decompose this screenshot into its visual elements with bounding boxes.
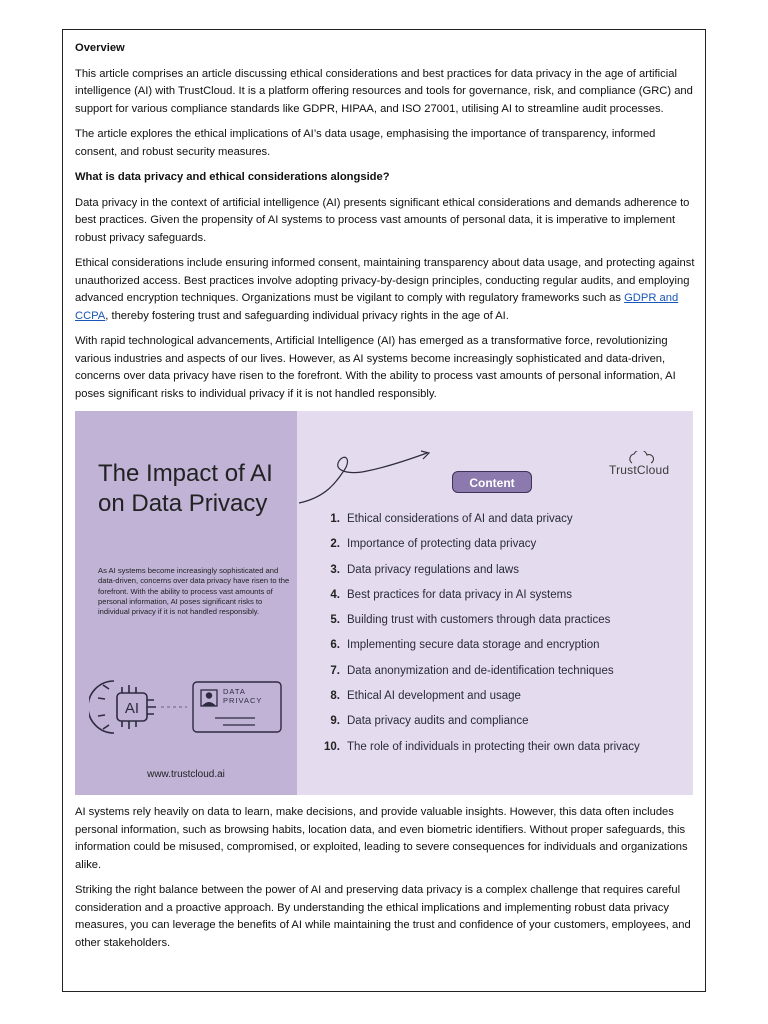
list-item-text: The role of individuals in protecting their own data privacy (347, 740, 640, 753)
list-item-number: 5. (330, 614, 340, 627)
paragraph-1: This article comprises an article discussing ethical considerations and best practices for data privacy in the age of artificial intelligence (AI) with TrustCloud. It is a platform offering resources and tools for governance, risk, and compliance (GRC) and support for various compliance standards like GDPR, HIPAA, and ISO 27001, utilising AI to streamline audit processes. (75, 67, 693, 115)
infographic-title: The Impact of AI on Data Privacy (98, 460, 273, 517)
list-item (316, 614, 686, 639)
list-item-number: 3. (330, 563, 340, 576)
infographic (75, 411, 693, 795)
list-item-text: Ethical considerations of AI and data privacy (347, 513, 573, 525)
list-item-number: 8. (330, 690, 340, 703)
gdpr-ccpa-link[interactable]: GDPR and CCPA (75, 292, 679, 322)
list-item (316, 513, 686, 538)
paragraph-2: The article explores the ethical implications of AI’s data usage, emphasising the importance of transparency, informed consent, and robust security measures. (75, 128, 656, 158)
list-item-text: Data privacy regulations and laws (347, 563, 519, 576)
paragraph-7: Striking the right balance between the power of AI and preserving data privacy is a complex challenge that requires careful consideration and a proactive approach. By understanding the ethical implications and implementing robust data privacy measures, you can leverage the benefits of AI while maintaining the trust and confidence of your customers, employees, and other stakeholders. (75, 884, 691, 949)
article-body (75, 40, 695, 960)
list-item (316, 665, 686, 690)
paragraph-4 (75, 255, 695, 325)
list-item (316, 690, 686, 715)
ai-data-privacy-illustration (89, 673, 289, 743)
list-item-text: Ethical AI development and usage (347, 690, 521, 703)
list-item-text: Data privacy audits and compliance (347, 715, 529, 728)
overview-heading: Overview (75, 42, 125, 54)
list-item (316, 741, 686, 766)
list-item-number: 6. (330, 639, 340, 652)
list-item-number: 2. (330, 538, 340, 551)
list-item-text: Importance of protecting data privacy (347, 538, 537, 551)
list-item-number: 1. (330, 513, 340, 525)
paragraph-6: AI systems rely heavily on data to learn, make decisions, and provide valuable insights. However, this data often includes personal information, such as browsing habits, location data, and even biometric identifiers. Without proper safeguards, this information could be misused, compromised, or exploited, leading to severe consequences for individuals and organizations alike. (75, 806, 688, 871)
infographic-url: www.trustcloud.ai (147, 769, 225, 780)
infographic-left-panel (75, 411, 297, 795)
paragraph-4-text-b: , thereby fostering trust and safeguarding individual privacy rights in the age of AI. (105, 309, 509, 322)
list-item-number: 9. (330, 715, 340, 728)
list-item (316, 564, 686, 589)
ai-chip-icon (89, 681, 156, 733)
paragraph-5: With rapid technological advancements, Artificial Intelligence (AI) has emerged as a transformative force, revolutionizing various industries and aspects of our lives. However, as AI systems become increasingly sophisticated and data-driven, concerns over data privacy have risen to the forefront. With the ability to process vast amounts of personal information, AI poses significant risks to individual privacy if it is not handled responsibly. (75, 335, 676, 400)
ai-label: AI (124, 700, 140, 717)
decorative-swirl (297, 447, 447, 507)
list-item-text: Implementing secure data storage and encryption (347, 639, 600, 652)
list-item-number: 4. (330, 588, 340, 601)
list-item-number: 7. (330, 664, 340, 677)
card-label-data: DATA (223, 687, 246, 696)
content-badge: Content (452, 471, 532, 493)
list-item (316, 538, 686, 563)
document-page (62, 29, 706, 992)
card-label-privacy: PRIVACY (223, 696, 263, 705)
infographic-description: As AI systems become increasingly sophisticated and data-driven, concerns over data privacy have risen to the forefront. With the ability to process vast amounts of personal information, AI poses significant risks to individual privacy if it is not handled responsibly. (98, 566, 290, 617)
list-item-text: Data anonymization and de-identification techniques (347, 664, 614, 677)
paragraph-4-text-a: Ethical considerations include ensuring informed consent, maintaining transparency about data usage, and protecting against unauthorized access. Best practices involve adopting privacy-by-design principles, conducting regular audits, and employing advanced encryption techniques. Organizations must be vigilant to comply with regulatory frameworks such as (75, 257, 695, 304)
list-item (316, 639, 686, 664)
content-list (316, 513, 686, 766)
section-heading: What is data privacy and ethical considerations alongside? (75, 171, 390, 183)
list-item-text: Building trust with customers through data practices (347, 614, 611, 627)
list-item (316, 715, 686, 740)
list-item-text: Best practices for data privacy in AI systems (347, 588, 572, 601)
list-item (316, 589, 686, 614)
paragraph-3: Data privacy in the context of artificial intelligence (AI) presents significant ethical considerations and demands adherence to best practices. Given the propensity of AI systems to process vast amounts of personal data, it is imperative to implement robust privacy safeguards. (75, 196, 690, 244)
list-item-number: 10. (324, 740, 340, 753)
brand-name: TrustCloud (609, 463, 670, 477)
